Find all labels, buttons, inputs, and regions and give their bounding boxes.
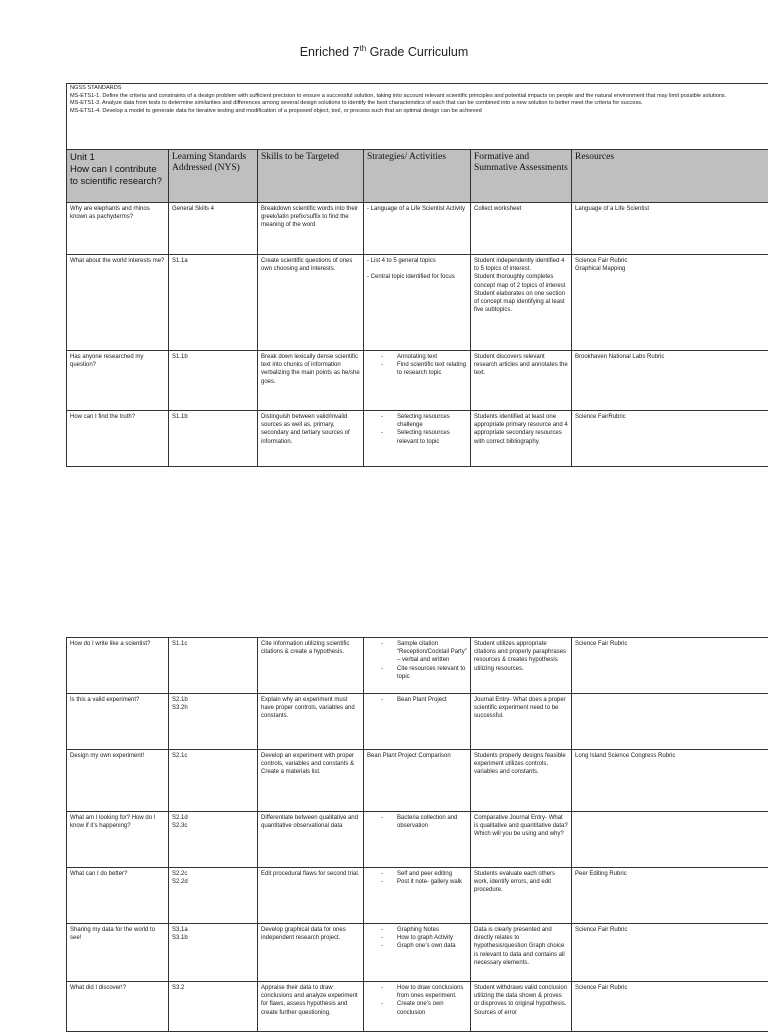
table-row <box>67 411 768 467</box>
skills-cell: Develop graphical data for ones independent research project. <box>258 924 364 982</box>
resource-text: Brookhaven National Labs Rubric <box>575 353 767 361</box>
strategy-item: - How to draw conclusions from ones experiment. <box>367 984 467 1000</box>
skills-header: Skills to be Targeted <box>258 150 364 203</box>
resources-cell <box>572 812 768 868</box>
resource-text: Graphical Mapping <box>575 265 767 273</box>
assessment-cell <box>471 982 572 1032</box>
standard-code: S3.2h <box>172 704 254 712</box>
assessment-text: Students properly designs feasible experiment utilizes controls, variables and constants. <box>474 752 568 777</box>
strategy-item: - Sample citation “Reception/Cocktail Party” – verbal and written <box>367 640 467 665</box>
standards-addressed-cell <box>169 255 258 351</box>
curriculum-table-page-1 <box>66 83 768 467</box>
standard-code: S3.2 <box>172 984 254 992</box>
strategy-text: - List 4 to 5 general topics <box>367 257 467 265</box>
strategy-text: - Language of a Life Scientist Activity <box>367 205 467 213</box>
skills-cell: Develop an experiment with proper controls, variables and constants & Create a materials list. <box>258 750 364 812</box>
resource-text: Language of a Life Scientist <box>575 205 767 213</box>
resource-text: Science Fair Rubric <box>575 926 767 934</box>
table-row <box>67 255 768 351</box>
strategy-item: - Post it note- gallery walk <box>367 878 467 886</box>
standards-addressed-cell <box>169 982 258 1032</box>
strategies-list <box>367 984 467 1017</box>
strategy-item: - Bean Plant Project <box>367 696 467 704</box>
assessment-text: Journal Entry- What does a proper scientific experiment need to be successful. <box>474 696 568 721</box>
guiding-question-cell: Why are elephants and rhinos known as pachyderms? <box>67 203 169 255</box>
table-row <box>67 812 768 868</box>
guiding-question-cell: Has anyone researched my question? <box>67 351 169 411</box>
standards-addressed-cell <box>169 924 258 982</box>
skills-cell: Create scientific questions of ones own choosing and interests. <box>258 255 364 351</box>
standard-code: S2.2d <box>172 878 254 886</box>
resources-cell <box>572 638 768 694</box>
assessment-cell <box>471 812 572 868</box>
assessment-cell <box>471 750 572 812</box>
strategies-cell <box>364 924 471 982</box>
strategy-item: - Selecting resources challenge <box>367 413 467 429</box>
strategies-list <box>367 870 467 886</box>
strategies-list <box>367 640 467 681</box>
assessment-cell <box>471 638 572 694</box>
assessment-text: Collect worksheet <box>474 205 568 213</box>
strategy-text: - Central topic identified for focus <box>367 273 467 281</box>
skills-cell: Cite information utilizing scientific citations & create a hypothesis. <box>258 638 364 694</box>
standard-code: S2.1c <box>172 752 254 760</box>
standards-addressed-cell <box>169 750 258 812</box>
resources-cell <box>572 255 768 351</box>
strategy-text: Bean Plant Project Comparison <box>367 752 467 760</box>
strategies-header: Strategies/ Activities <box>364 150 471 203</box>
standard-code: S1.1b <box>172 353 254 361</box>
strategies-list <box>367 696 467 704</box>
standard-code: General Skills 4 <box>172 205 254 213</box>
standards-line: MS-ETS1-1. Define the criteria and constraints of a design problem with sufficient precision to ensure a successful solution, taking into account relevant scientific principles and potential impacts on people and the natural environment that may limit possible solutions. <box>70 93 767 101</box>
resources-cell <box>572 982 768 1032</box>
strategy-item: - Graphing Notes <box>367 926 467 934</box>
strategy-item: - Find scientific text relating to research topic <box>367 361 467 377</box>
skills-cell: Edit procedural flaws for second trial. <box>258 868 364 924</box>
strategy-item: - Bacteria collection and observation <box>367 814 467 830</box>
strategy-item: - Cite resources relevant to topic <box>367 665 467 681</box>
table-row <box>67 694 768 750</box>
skills-cell: Appraise their data to draw conclusions and analyze experiment for flaws, assess hypothesis and create further questioning. <box>258 982 364 1032</box>
document-title: Enriched 7th Grade Curriculum <box>0 44 768 59</box>
resources-header: Resources <box>572 150 768 203</box>
assessment-text: Student utilizes appropriate citations and properly paraphrases resources & creates hypothesis utilizing resources. <box>474 640 568 673</box>
assessment-cell <box>471 411 572 467</box>
guiding-question-cell: What about the world interests me? <box>67 255 169 351</box>
strategies-cell <box>364 812 471 868</box>
guiding-question-cell: Design my own experiment! <box>67 750 169 812</box>
standard-code: S2.3c <box>172 822 254 830</box>
standard-code: S2.1d <box>172 814 254 822</box>
standard-code: S2.1b <box>172 696 254 704</box>
resource-text: Science Fair Rubric <box>575 640 767 648</box>
curriculum-table-page-2 <box>66 637 768 1032</box>
assessment-cell <box>471 694 572 750</box>
assessment-cell <box>471 351 572 411</box>
standards-addressed-cell <box>169 868 258 924</box>
table-row <box>67 868 768 924</box>
strategy-item: - Self and peer editing <box>367 870 467 878</box>
standard-code: S2.2c <box>172 870 254 878</box>
standard-code: S1.1b <box>172 413 254 421</box>
standards-line: MS-ETS1-4. Develop a model to generate data for iterative testing and modification of a proposed object, tool, or process such that an optimal design can be achieved <box>70 108 767 116</box>
strategy-item: - Annotating text <box>367 353 467 361</box>
strategies-cell <box>364 694 471 750</box>
resources-cell <box>572 694 768 750</box>
skills-cell: Distinguish between valid/invalid sources as well as, primary, secondary and tertiary sources of information. <box>258 411 364 467</box>
skills-cell: Breakdown scientific words into their greek/latin prefix/suffix to find the meaning of the word <box>258 203 364 255</box>
assessment-cell <box>471 868 572 924</box>
assessment-text: Comparative Journal Entry- What is qualitative and quantitative data? Which will you be using and why? <box>474 814 568 839</box>
strategies-list <box>367 413 467 446</box>
ngss-standards-cell <box>67 84 768 150</box>
guiding-question-cell: Is this a valid experiment? <box>67 694 169 750</box>
assessment-text: Student discovers relevant research articles and annotates the text. <box>474 353 568 378</box>
strategies-list <box>367 814 467 830</box>
standard-code: S1.1c <box>172 640 254 648</box>
standards-addressed-cell <box>169 351 258 411</box>
standards-addressed-cell <box>169 411 258 467</box>
standards-addressed-cell <box>169 694 258 750</box>
strategies-cell <box>364 638 471 694</box>
standard-code: S3.1b <box>172 934 254 942</box>
table-header-row <box>67 150 768 203</box>
assessment-cell <box>471 203 572 255</box>
guiding-question-cell: What did I discover!? <box>67 982 169 1032</box>
resources-cell <box>572 411 768 467</box>
strategies-list <box>367 353 467 378</box>
learning-standards-header: Learning Standards Addressed (NYS) <box>169 150 258 203</box>
standards-addressed-cell <box>169 203 258 255</box>
guiding-question-cell: Sharing my data for the world to see! <box>67 924 169 982</box>
table-row <box>67 638 768 694</box>
resources-cell <box>572 351 768 411</box>
resources-cell <box>572 203 768 255</box>
resource-text: Peer Editing Rubric <box>575 870 767 878</box>
assessment-text: Student independently identified 4 to 5 topics of interest. <box>474 257 568 273</box>
skills-cell: Differentiate between qualitative and quantitative observational data <box>258 812 364 868</box>
standard-code: S1.1a <box>172 257 254 265</box>
standards-line: MS-ETS1-3. Analyze data from tests to determine similarities and differences among several design solutions to identify the best characteristics of each that can be combined into a new solution to better meet the criteria for success. <box>70 100 767 108</box>
strategies-cell <box>364 255 471 351</box>
resource-text: Science Fair Rubric <box>575 984 767 992</box>
standards-addressed-cell <box>169 638 258 694</box>
assessment-text: Student withdraws valid conclusion utilizing the data shown & proves or disproves to original hypothesis. Sources of error <box>474 984 568 1017</box>
skills-cell: Break down lexically dense scientific text into chunks of information verbalizing the main points as he/she goes. <box>258 351 364 411</box>
strategy-item: - Graph one’s own data <box>367 942 467 950</box>
assessment-text: Student elaborates on one section of concept map identifying at least five subtopics. <box>474 290 568 315</box>
strategies-cell <box>364 982 471 1032</box>
assessment-text: Data is clearly presented and directly relates to hypothesis/question Graph choice is relevant to data and contains all necessary elements. <box>474 926 568 967</box>
resource-text: Science FairRubric <box>575 413 767 421</box>
assessment-cell <box>471 255 572 351</box>
assessment-text: Students identified at least one appropriate primary resource and 4 appropriate secondary resources with correct bibliography. <box>474 413 568 446</box>
standards-addressed-cell <box>169 812 258 868</box>
table-row <box>67 982 768 1032</box>
strategies-cell <box>364 203 471 255</box>
resources-cell <box>572 868 768 924</box>
guiding-question-cell: What can I do better? <box>67 868 169 924</box>
unit-header: Unit 1 How can I contribute to scientific research? <box>67 150 169 203</box>
strategies-cell <box>364 868 471 924</box>
guiding-question-cell: How can I find the truth? <box>67 411 169 467</box>
strategy-item: - Create one’s own conclusion <box>367 1000 467 1016</box>
guiding-question-cell: How do I write like a scientist? <box>67 638 169 694</box>
resource-text: Long Island Science Congress Rubric <box>575 752 767 760</box>
guiding-question-cell: What am I looking for? How do I know if it’s happening? <box>67 812 169 868</box>
strategies-list <box>367 926 467 951</box>
standards-line: NGSS STANDARDS <box>70 85 767 93</box>
resources-cell <box>572 924 768 982</box>
strategies-cell <box>364 411 471 467</box>
resource-text: Science Fair Rubric <box>575 257 767 265</box>
table-row <box>67 924 768 982</box>
assessment-text: Students evaluate each others work, identify errors, and edit procedure. <box>474 870 568 895</box>
table-row <box>67 750 768 812</box>
strategy-item: - Selecting resources relevant to topic <box>367 429 467 445</box>
skills-cell: Explain why an experiment must have proper controls, variables and constants. <box>258 694 364 750</box>
resources-cell <box>572 750 768 812</box>
standard-code: S3.1a <box>172 926 254 934</box>
assessment-cell <box>471 924 572 982</box>
assessments-header: Formative and Summative Assessments <box>471 150 572 203</box>
table-row <box>67 351 768 411</box>
table-row <box>67 203 768 255</box>
strategy-item: - How to graph Activity <box>367 934 467 942</box>
assessment-text: Student thoroughly completes concept map of 2 topics of interest <box>474 273 568 289</box>
strategies-cell <box>364 351 471 411</box>
strategies-cell <box>364 750 471 812</box>
